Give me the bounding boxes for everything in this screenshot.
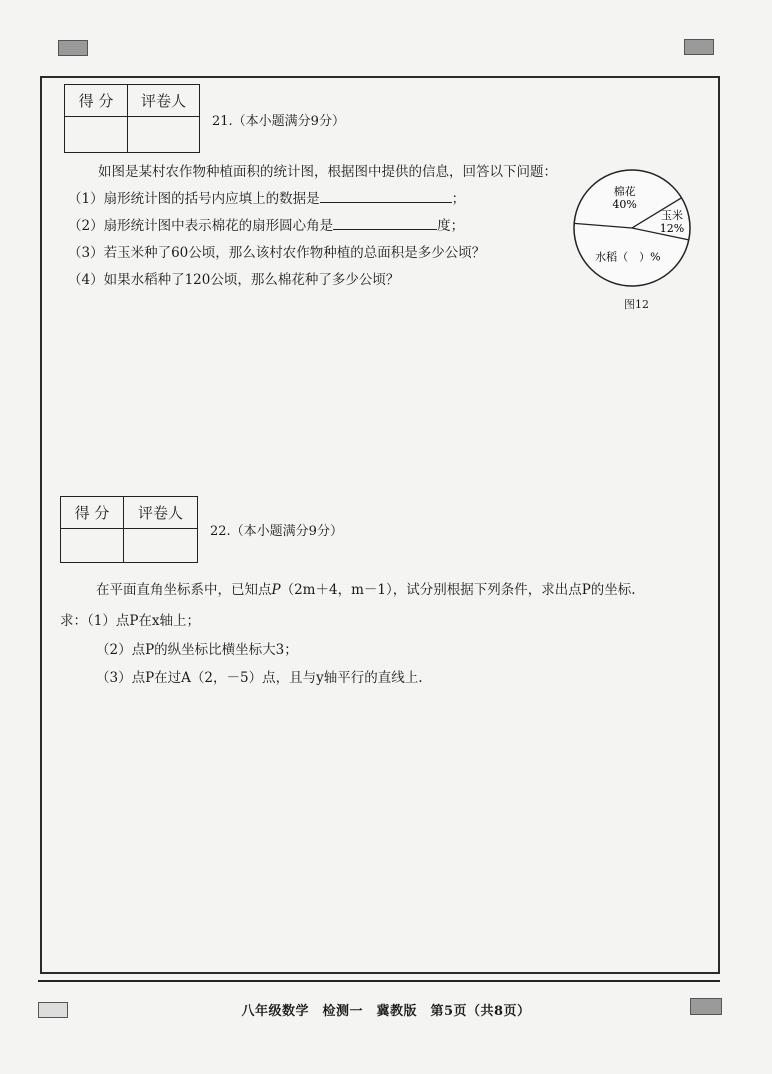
q21-part-4: （4）如果水稻种了120公顷，那么棉花种了多少公顷？ [68, 272, 400, 288]
q21-grader-label: 评卷人 [128, 85, 200, 117]
q22-grader-cell[interactable] [124, 529, 198, 563]
q21-part-2-end: 度； [437, 218, 465, 234]
q22-grader-label: 评卷人 [124, 497, 198, 529]
q22-score-cell[interactable] [61, 529, 124, 563]
registration-mark-top-left [58, 40, 88, 56]
q21-score-label: 得 分 [65, 85, 128, 117]
q21-part-1-text: （1）扇形统计图的括号内应填上的数据是 [68, 191, 320, 207]
q22-score-label: 得 分 [61, 497, 124, 529]
q21-part-3: （3）若玉米种了60公顷，那么该村农作物种植的总面积是多少公顷？ [68, 245, 486, 261]
figure-caption: 图12 [624, 298, 649, 311]
q21-part-1-end: ； [451, 191, 466, 207]
q22-title: 22.（本小题满分9分） [210, 524, 343, 539]
q21-title: 21.（本小题满分9分） [212, 114, 345, 129]
q21-intro: 如图是某村农作物种植面积的统计图，根据图中提供的信息，回答以下问题： [98, 164, 557, 180]
pie-slice-label: 棉花 [613, 184, 636, 198]
q22-part-2: （2）点P的纵坐标比横坐标大3； [96, 642, 298, 658]
q21-part-2 [68, 214, 464, 234]
q22-part-1: 求：（1）点P在x轴上； [60, 613, 201, 629]
bottom-rule [38, 980, 720, 982]
q21-part-1 [68, 187, 465, 207]
q22-intro-b: ，试分别根据下列条件，求出点P的坐标. [392, 582, 636, 598]
pie-slice-value: 40% [612, 197, 637, 211]
q21-part-2-text: （2）扇形统计图中表示棉花的扇形圆心角是 [68, 218, 334, 234]
q22-score-table [60, 496, 198, 563]
q21-score-cell[interactable] [65, 117, 128, 153]
q22-point-coords: （2m＋4，m－1） [280, 582, 393, 598]
q21-answer-blank-2[interactable] [333, 217, 437, 230]
page-footer: 八年级数学 检测一 冀教版 第5页（共8页） [241, 1004, 531, 1019]
pie-slice-label: 玉米 [661, 209, 684, 223]
q22-part-3: （3）点P在过A（2，－5）点，且与y轴平行的直线上. [96, 670, 423, 686]
q21-score-table [64, 84, 200, 153]
registration-mark-top-right [684, 39, 714, 55]
pie-chart [566, 164, 706, 294]
q22-point-name: P [271, 582, 281, 598]
q22-intro-a: 在平面直角坐标系中，已知点 [96, 582, 272, 598]
pie-slice-label: 水稻（ ）% [595, 250, 661, 264]
q21-grader-cell[interactable] [128, 117, 200, 153]
pie-slice-value: 12% [659, 222, 685, 236]
q22-intro [96, 578, 636, 598]
q21-answer-blank-1[interactable] [320, 190, 452, 203]
